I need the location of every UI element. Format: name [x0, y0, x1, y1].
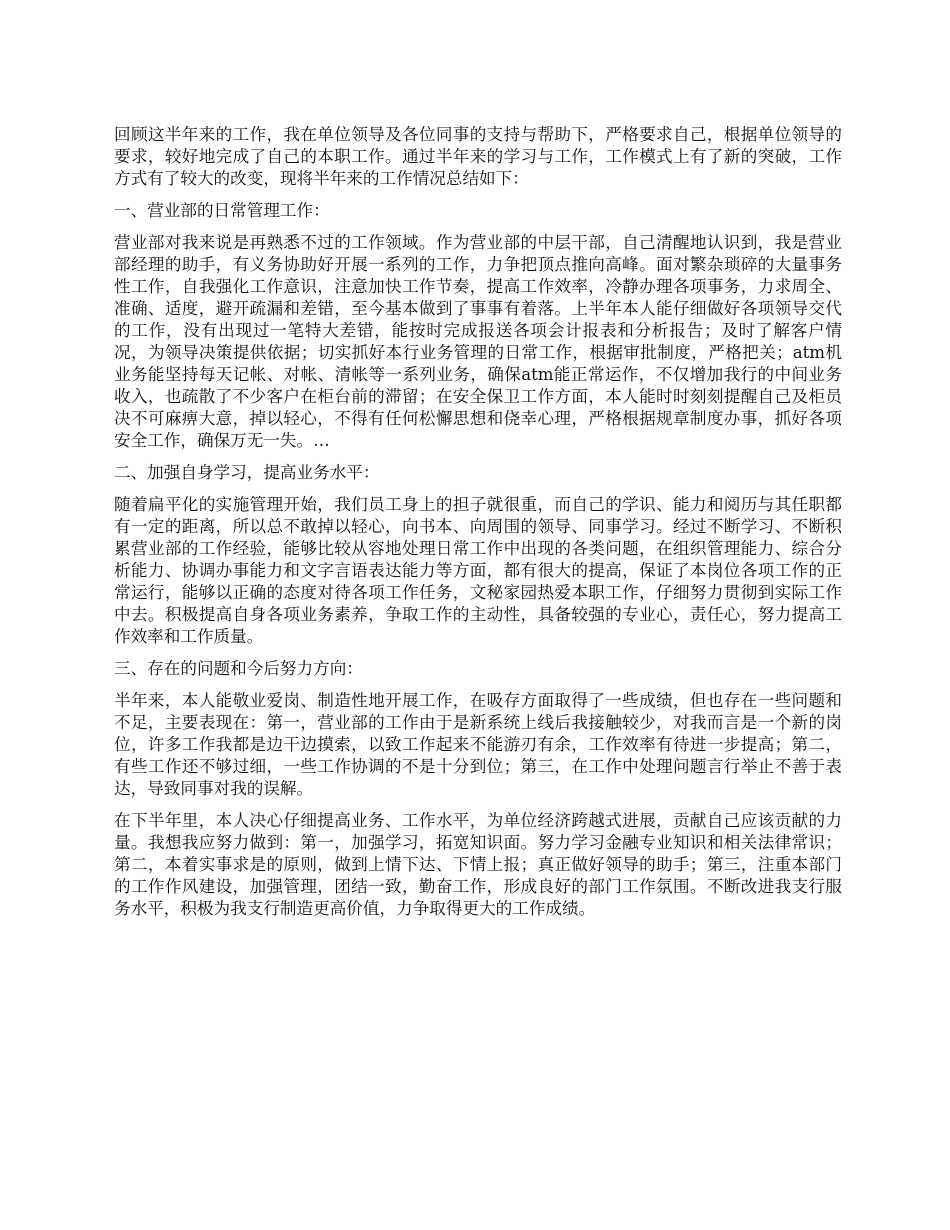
section-1-paragraph: 营业部对我来说是再熟悉不过的工作领域。作为营业部的中层干部，自己清醒地认识到，我是营业部经理的助手，有义务协助好开展一系列的工作，力争把顶点推向高峰。面对繁杂琐碎的大量事务性工作，自我强化工作意识，注意加快工作节奏，提高工作效率，冷静办理各项事务，力求周全、准确、适度，避开疏漏和差错，至今基本做到了事事有着落。上半年本人能仔细做好各项领导交代的工作，没有出现过一笔特大差错，能按时完成报送各项会计报表和分析报告；及时了解客户情况，为领导决策提供依据；切实抓好本行业务管理的日常工作，根据审批制度，严格把关；atm机业务能坚持每天记帐、对帐、清帐等一系列业务，确保atm能正常运作，不仅增加我行的中间业务收入，也疏散了不少客户在柜台前的滞留；在安全保卫工作方面，本人能时时刻刻提醒自己及柜员决不可麻痹大意，掉以轻心，不得有任何松懈思想和侥幸心理，严格根据规章制度办事，抓好各项安全工作，确保万无一失。… [114, 233, 842, 450]
document-page [114, 124, 842, 930]
section-2-heading: 二、加强自身学习，提高业务水平： [114, 463, 380, 482]
closing-paragraph: 在下半年里，本人决心仔细提高业务、工作水平，为单位经济跨越式进展，贡献自己应该贡献的力量。我想我应努力做到：第一，加强学习，拓宽知识面。努力学习金融专业知识和相关法律常识；第二，本着实事求是的原则，做到上情下达、下情上报；真正做好领导的助手；第三，注重本部门的工作作风建设，加强管理，团结一致，勤奋工作，形成良好的部门工作氛围。不断改进我支行服务水平，积极为我支行制造更高价值，力争取得更大的工作成绩。 [114, 811, 842, 918]
section-2-paragraph: 随着扁平化的实施管理开始，我们员工身上的担子就很重，而自己的学识、能力和阅历与其任职都有一定的距离，所以总不敢掉以轻心，向书本、向周围的领导、同事学习。经过不断学习、不断积累营业部的工作经验，能够比较从容地处理日常工作中出现的各类问题，在组织管理能力、综合分析能力、协调办事能力和文字言语表达能力等方面，都有很大的提高，保证了本岗位各项工作的正常运行，能够以正确的态度对待各项工作任务，文秘家园热爱本职工作，仔细努力贯彻到实际工作中去。积极提高自身各项业务素养，争取工作的主动性，具备较强的专业心，责任心，努力提高工作效率和工作质量。 [114, 495, 842, 646]
intro-paragraph: 回顾这半年来的工作，我在单位领导及各位同事的支持与帮助下，严格要求自己，根据单位领导的要求，较好地完成了自己的本职工作。通过半年来的学习与工作，工作模式上有了新的突破，工作方式有了较大的改变，现将半年来的工作情况总结如下： [114, 125, 842, 188]
section-1-heading: 一、营业部的日常管理工作： [114, 201, 330, 220]
section-3-heading: 三、存在的问题和今后努力方向： [114, 659, 363, 678]
section-3-paragraph: 半年来，本人能敬业爱岗、制造性地开展工作，在吸存方面取得了一些成绩，但也存在一些问题和不足，主要表现在：第一，营业部的工作由于是新系统上线后我接触较少，对我而言是一个新的岗位，许多工作我都是边干边摸索，以致工作起来不能游刃有余，工作效率有待进一步提高；第二，有些工作还不够过细，一些工作协调的不是十分到位；第三，在工作中处理问题言行举止不善于表达，导致同事对我的误解。 [114, 691, 842, 798]
